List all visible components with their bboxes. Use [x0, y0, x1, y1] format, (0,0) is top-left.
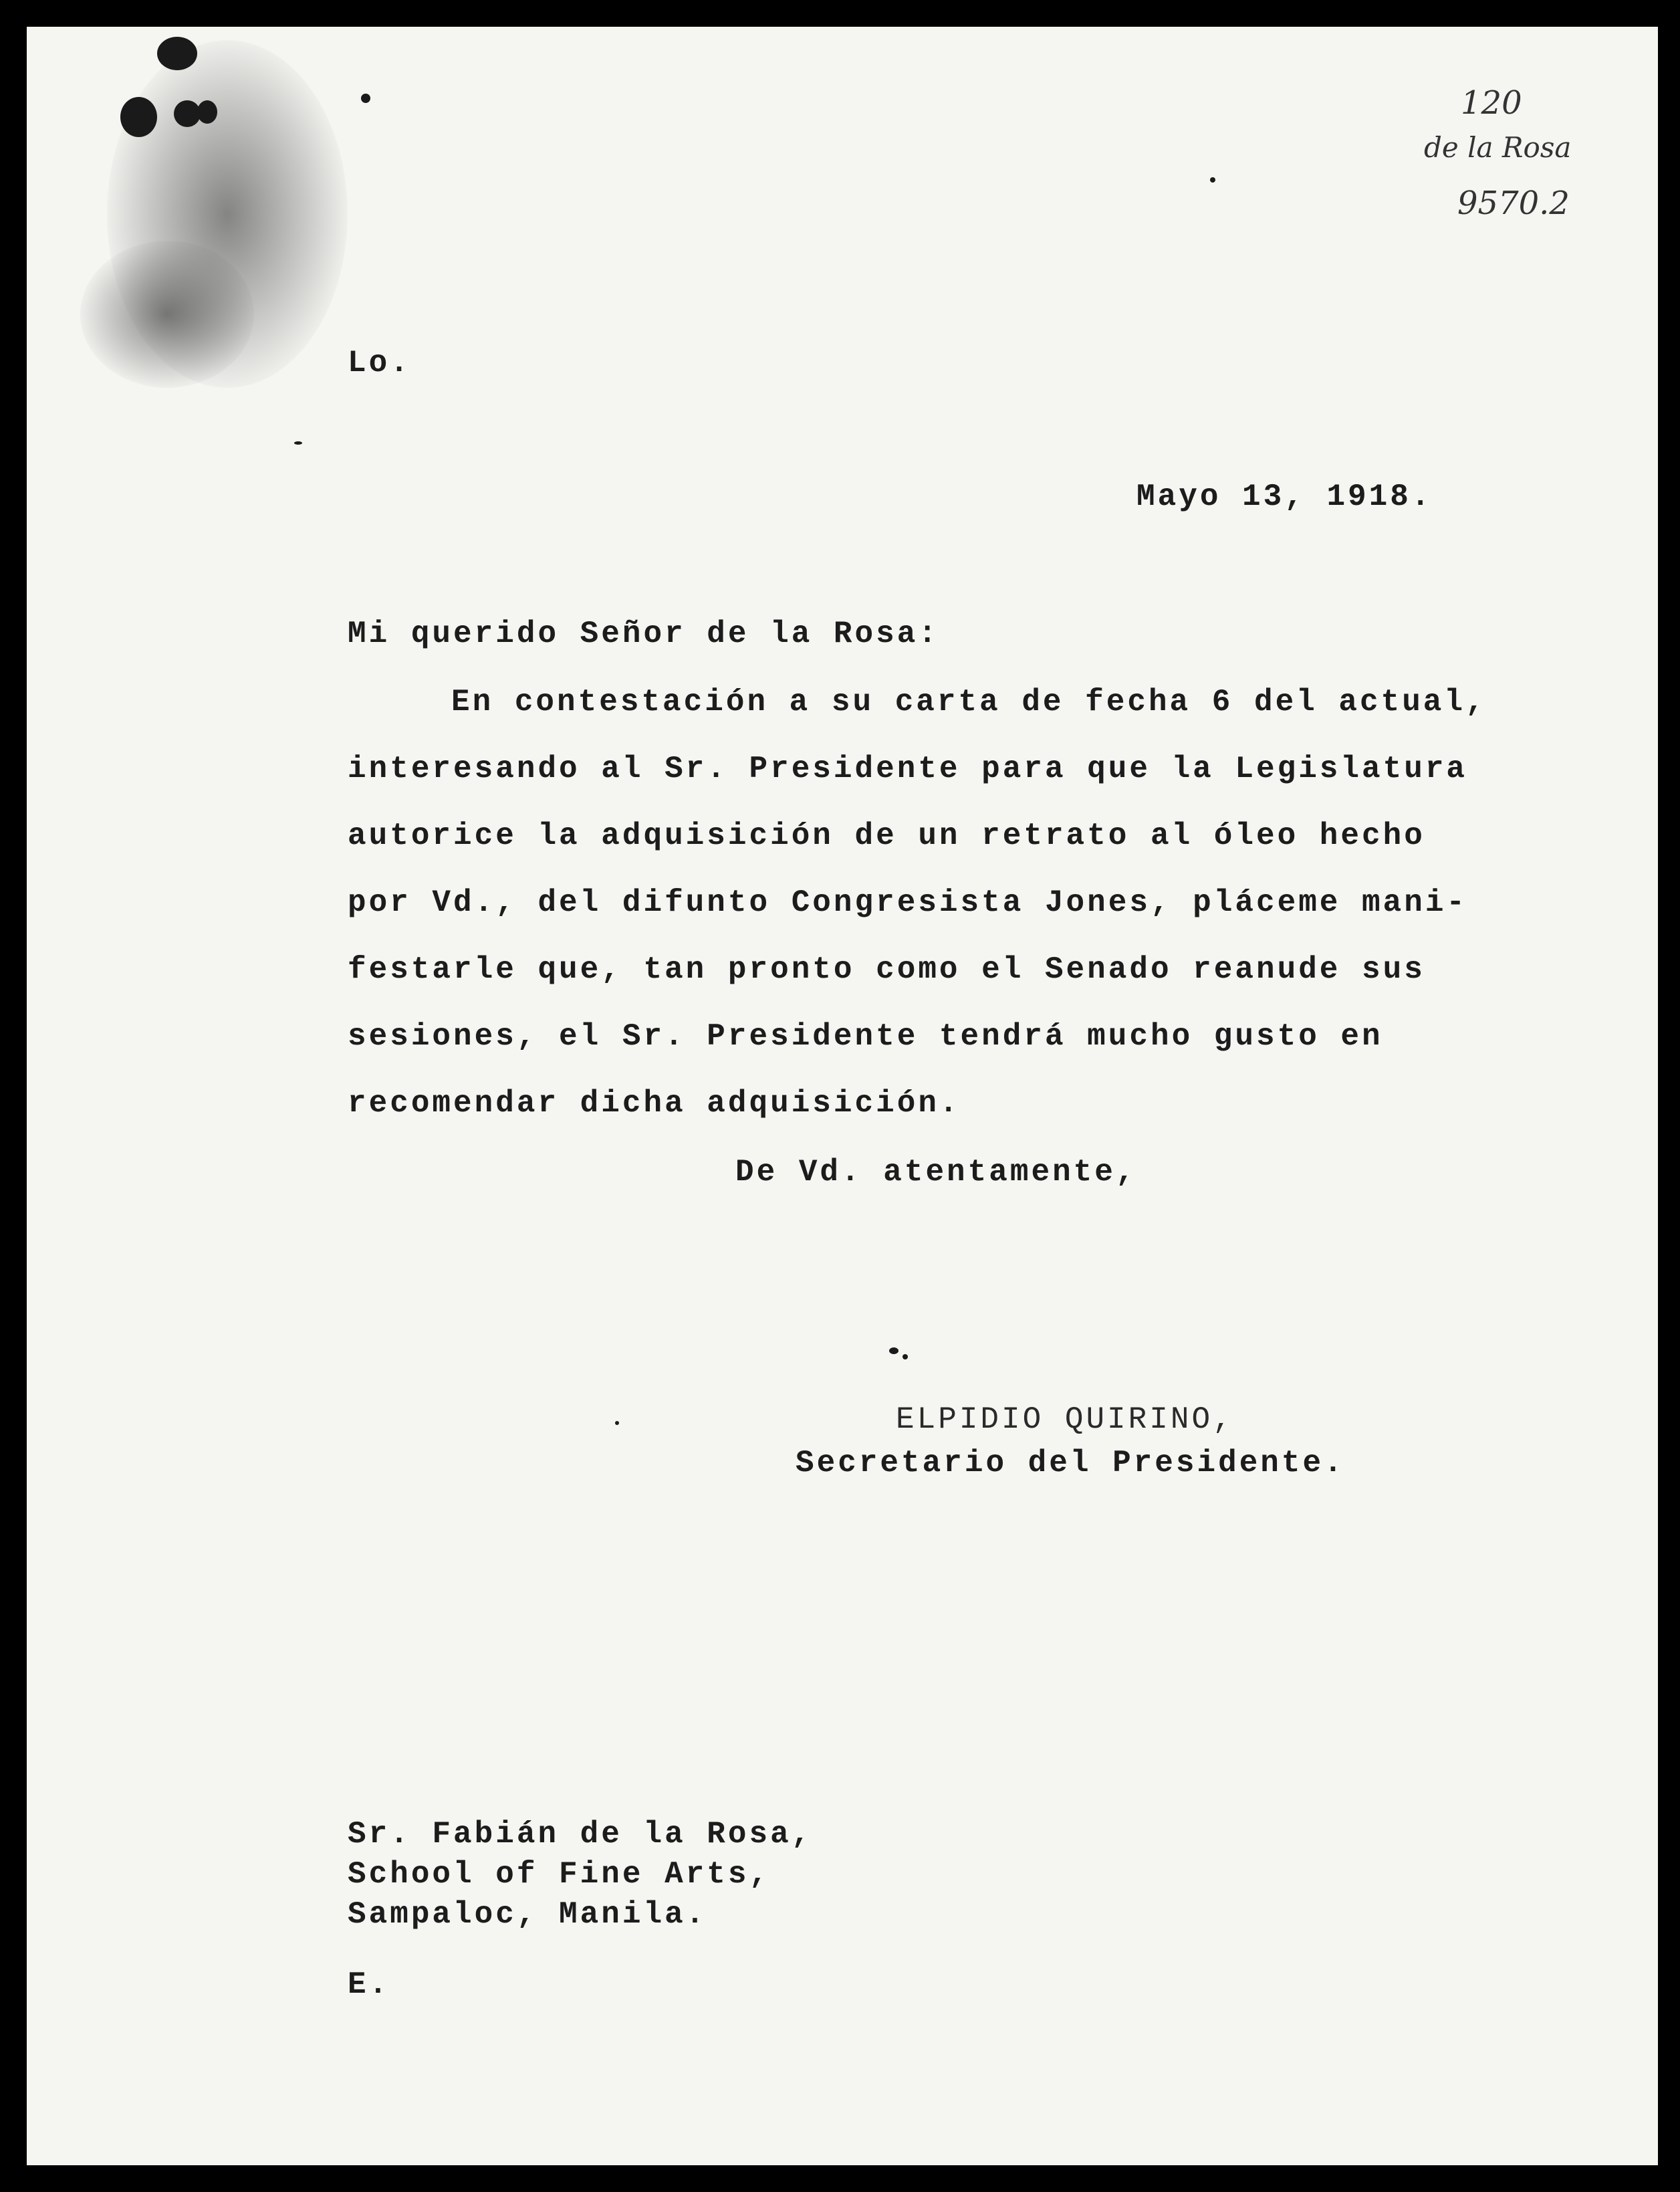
ink-speck — [889, 1347, 898, 1354]
ink-blot — [197, 100, 217, 124]
body-line: autorice la adquisición de un retrato al óleo hecho — [348, 818, 1425, 853]
body-line: En contestación a su carta de fecha 6 del actual, — [451, 685, 1487, 720]
signer-title: Secretario del Presidente. — [796, 1446, 1345, 1481]
handwritten-note-line: de la Rosa — [1424, 131, 1572, 164]
body-line: interesando al Sr. Presidente para que la Legislatura — [348, 752, 1468, 786]
salutation: Mi querido Señor de la Rosa: — [348, 617, 939, 651]
ink-speck — [903, 1354, 908, 1359]
ink-blot — [120, 97, 157, 137]
typist-initial: E. — [348, 1967, 390, 2002]
letter-date: Mayo 13, 1918. — [1136, 479, 1433, 514]
recipient-line: Sr. Fabián de la Rosa, — [348, 1817, 813, 1852]
body-line: recomendar dicha adquisición. — [348, 1086, 961, 1121]
handwritten-note-line: 120 — [1461, 84, 1522, 122]
ink-speck — [1210, 177, 1215, 183]
recipient-line: School of Fine Arts, — [348, 1857, 771, 1892]
signer-name: ELPIDIO QUIRINO, — [896, 1402, 1234, 1437]
ink-blot — [157, 37, 197, 70]
letter-page — [27, 27, 1658, 2165]
closing: De Vd. atentamente, — [735, 1155, 1137, 1190]
ink-speck — [615, 1421, 619, 1425]
body-line: festarle que, tan pronto como el Senado reanude sus — [348, 952, 1425, 987]
body-line: por Vd., del difunto Congresista Jones, pláceme mani- — [348, 885, 1468, 920]
handwritten-note-line: 9570.2 — [1457, 185, 1570, 222]
ink-smudge — [80, 241, 254, 388]
ink-speck — [361, 94, 370, 103]
recipient-line: Sampaloc, Manila. — [348, 1897, 707, 1932]
ink-blot — [174, 100, 201, 127]
reference-code: Lo. — [348, 346, 411, 380]
ink-speck — [294, 441, 302, 445]
body-line: sesiones, el Sr. Presidente tendrá mucho gusto en — [348, 1019, 1383, 1054]
